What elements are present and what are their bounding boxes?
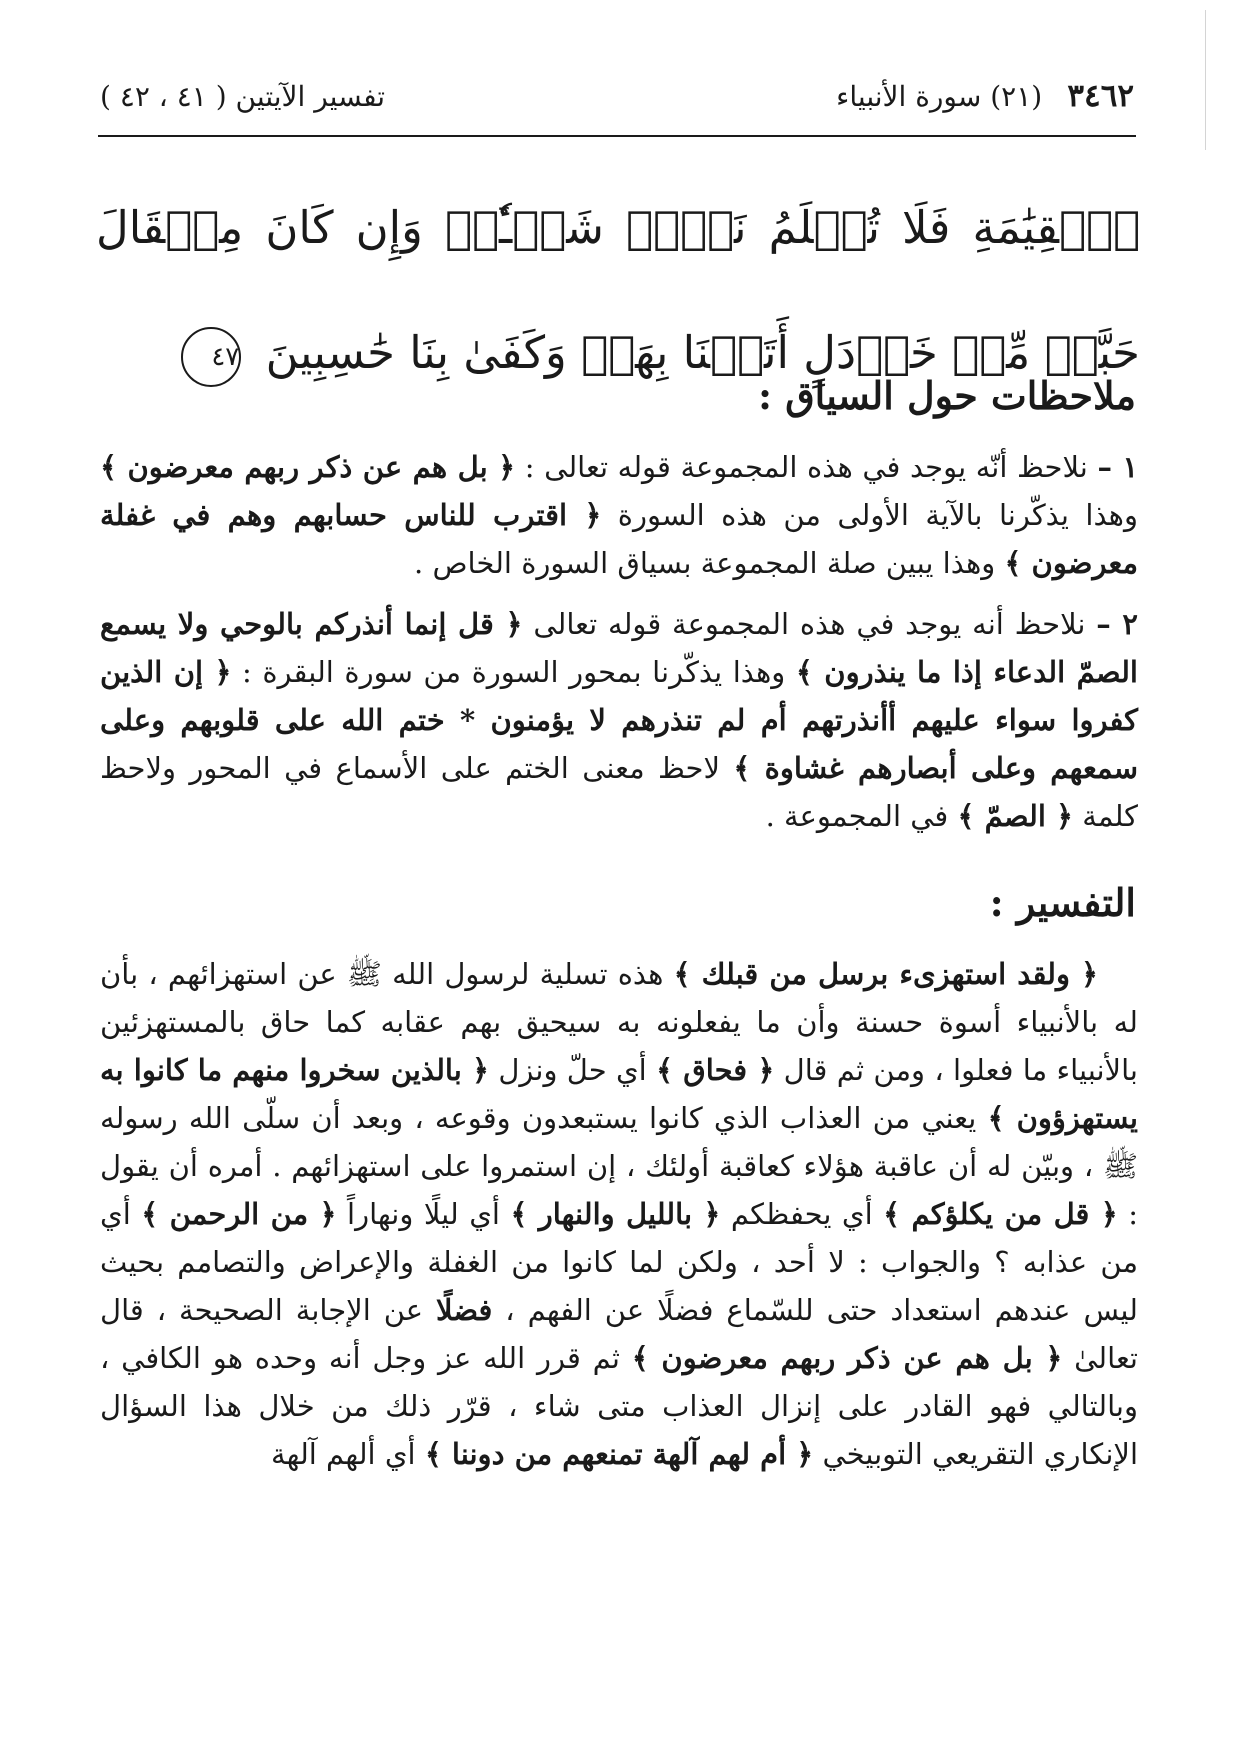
note-1-text-2: وهذا يذكّرنا بالآية الأولى من هذه السورة [601, 498, 1138, 532]
tafsir-quote-4: ﴿ قل من يكلؤكم ﴾ [883, 1197, 1118, 1231]
tafsir-text-5: أي ليلًا ونهاراً [336, 1197, 511, 1231]
tafsir-text-9: أي ألهم آلهة [271, 1437, 425, 1471]
tafsir-text-8: ثم قرر الله عز وجل أنه وحده هو الكافي ، وبالتالي فهو القادر على إنزال العذاب متى شاء ، قرّر ذلك من خلال هذا السؤال الإنكاري التقريعي التوبيخي [100, 1341, 1138, 1471]
tafsir-quote-6: ﴿ من الرحمن ﴾ [141, 1197, 337, 1231]
note-2-number: ٢ – [1096, 607, 1138, 641]
note-1-text-3: وهذا يبين صلة المجموعة بسياق السورة الخاص . [414, 546, 1005, 580]
note-2-quote-2: ﴿ إن الذين كفروا سواء عليهم أأنذرتهم أم لم تنذرهم لا يؤمنون * ختم الله على قلوبهم وعلى سمعهم وعلى أبصارهم غشاوة ﴾ [100, 655, 1139, 785]
note-2-text-3: لاحظ معنى الختم على الأسماع في المحور ولاحظ كلمة [100, 751, 1138, 833]
header-divider [98, 135, 1136, 137]
notes-heading: ملاحظات حول السياق : [757, 373, 1136, 418]
surah-name: (٢١) سورة الأنبياء [836, 80, 1043, 113]
tafsir-quote-5: ﴿ بالليل والنهار ﴾ [510, 1197, 721, 1231]
page-edge-line [1205, 10, 1206, 150]
note-1-quote-1: ﴿ بل هم عن ذكر ربهم معرضون ﴾ [100, 450, 516, 484]
note-1-text-1: نلاحظ أنّه يوجد في هذه المجموعة قوله تعالى : [515, 450, 1098, 484]
tafsir-text-2: أي حلّ ونزل [489, 1053, 657, 1087]
verse-text: ٱلۡقِيَٰمَةِ فَلَا تُظۡلَمُ نَفۡسٞ شَيۡـٔٗاۖ وَإِن كَانَ مِثۡقَالَ حَبَّةٖ مِّنۡ خَرۡدَلٍ أَتَيۡنَا بِهَاۗ وَكَفَىٰ بِنَا حَٰسِبِينَ [96, 201, 1140, 379]
tafsir-text-6: أي من عذابه ؟ والجواب : لا أحد ، ولكن لما كانوا من الغفلة والإعراض والتصامم بحيث ليس عندهم استعداد حتى للسّماع فضلًا عن الفهم ، [100, 1197, 1138, 1327]
tafsir-heading: التفسير : [989, 880, 1136, 925]
note-1-number: ١ – [1097, 450, 1139, 484]
note-2-text-4: في المجموعة . [765, 799, 958, 833]
note-2-quote-1: ﴿ قل إنما أنذركم بالوحي ولا يسمع الصمّ الدعاء إذا ما ينذرون ﴾ [100, 607, 1138, 689]
header-section-title: تفسير الآيتين ( ٤١ ، ٤٢ ) [100, 80, 386, 113]
note-2-quote-3: ﴿ الصمّ ﴾ [957, 799, 1074, 833]
tafsir-bold-phrase: فضلًا [436, 1293, 493, 1327]
tafsir-quote-3: ﴿ بالذين سخروا منهم ما كانوا به يستهزؤون ﴾ [100, 1053, 1138, 1135]
tafsir-quote-1: ﴿ ولقد استهزىء برسل من قبلك ﴾ [673, 957, 1098, 991]
tafsir-quote-7: ﴿ بل هم عن ذكر ربهم معرضون ﴾ [631, 1341, 1063, 1375]
note-2 [100, 600, 1138, 840]
tafsir-quote-2: ﴿ فحاق ﴾ [656, 1053, 775, 1087]
running-header [100, 78, 1134, 128]
note-1 [100, 443, 1138, 587]
note-1-quote-2: ﴿ اقترب للناس حسابهم وهم في غفلة معرضون ﴾ [100, 498, 1138, 580]
tafsir-quote-8: ﴿ أم لهم آلهة تمنعهم من دوننا ﴾ [424, 1437, 814, 1471]
tafsir-body [100, 950, 1138, 1478]
tafsir-text-4: أي يحفظكم [720, 1197, 884, 1231]
verse-number-marker: ٤٧ [181, 327, 241, 387]
header-page-info [836, 78, 1134, 114]
tafsir-text-1: هذه تسلية لرسول الله ﷺ عن استهزائهم ، بأن له بالأنبياء أسوة حسنة وأن ما يفعلونه به سيحيق بهم عقابه كما حاق بالمستهزئين بالأنبياء ما فعلوا ، ومن ثم قال [100, 957, 1138, 1087]
page-number: ٣٤٦٢ [1067, 78, 1134, 114]
tafsir-text-7: عن الإجابة الصحيحة ، قال تعالىٰ [100, 1293, 1139, 1375]
tafsir-text-3: يعني من العذاب الذي كانوا يستبعدون وقوعه ، وبعد أن سلّى الله رسوله ﷺ ، وبيّن له أن عاقبة هؤلاء كعاقبة أولئك ، إن استمروا على استهزائهم . أمره أن يقول : [100, 1101, 1138, 1231]
note-2-text-1: نلاحظ أنه يوجد في هذه المجموعة قوله تعالى [522, 607, 1097, 641]
note-2-text-2: وهذا يذكّرنا بمحور السورة من سورة البقرة : [231, 655, 796, 689]
